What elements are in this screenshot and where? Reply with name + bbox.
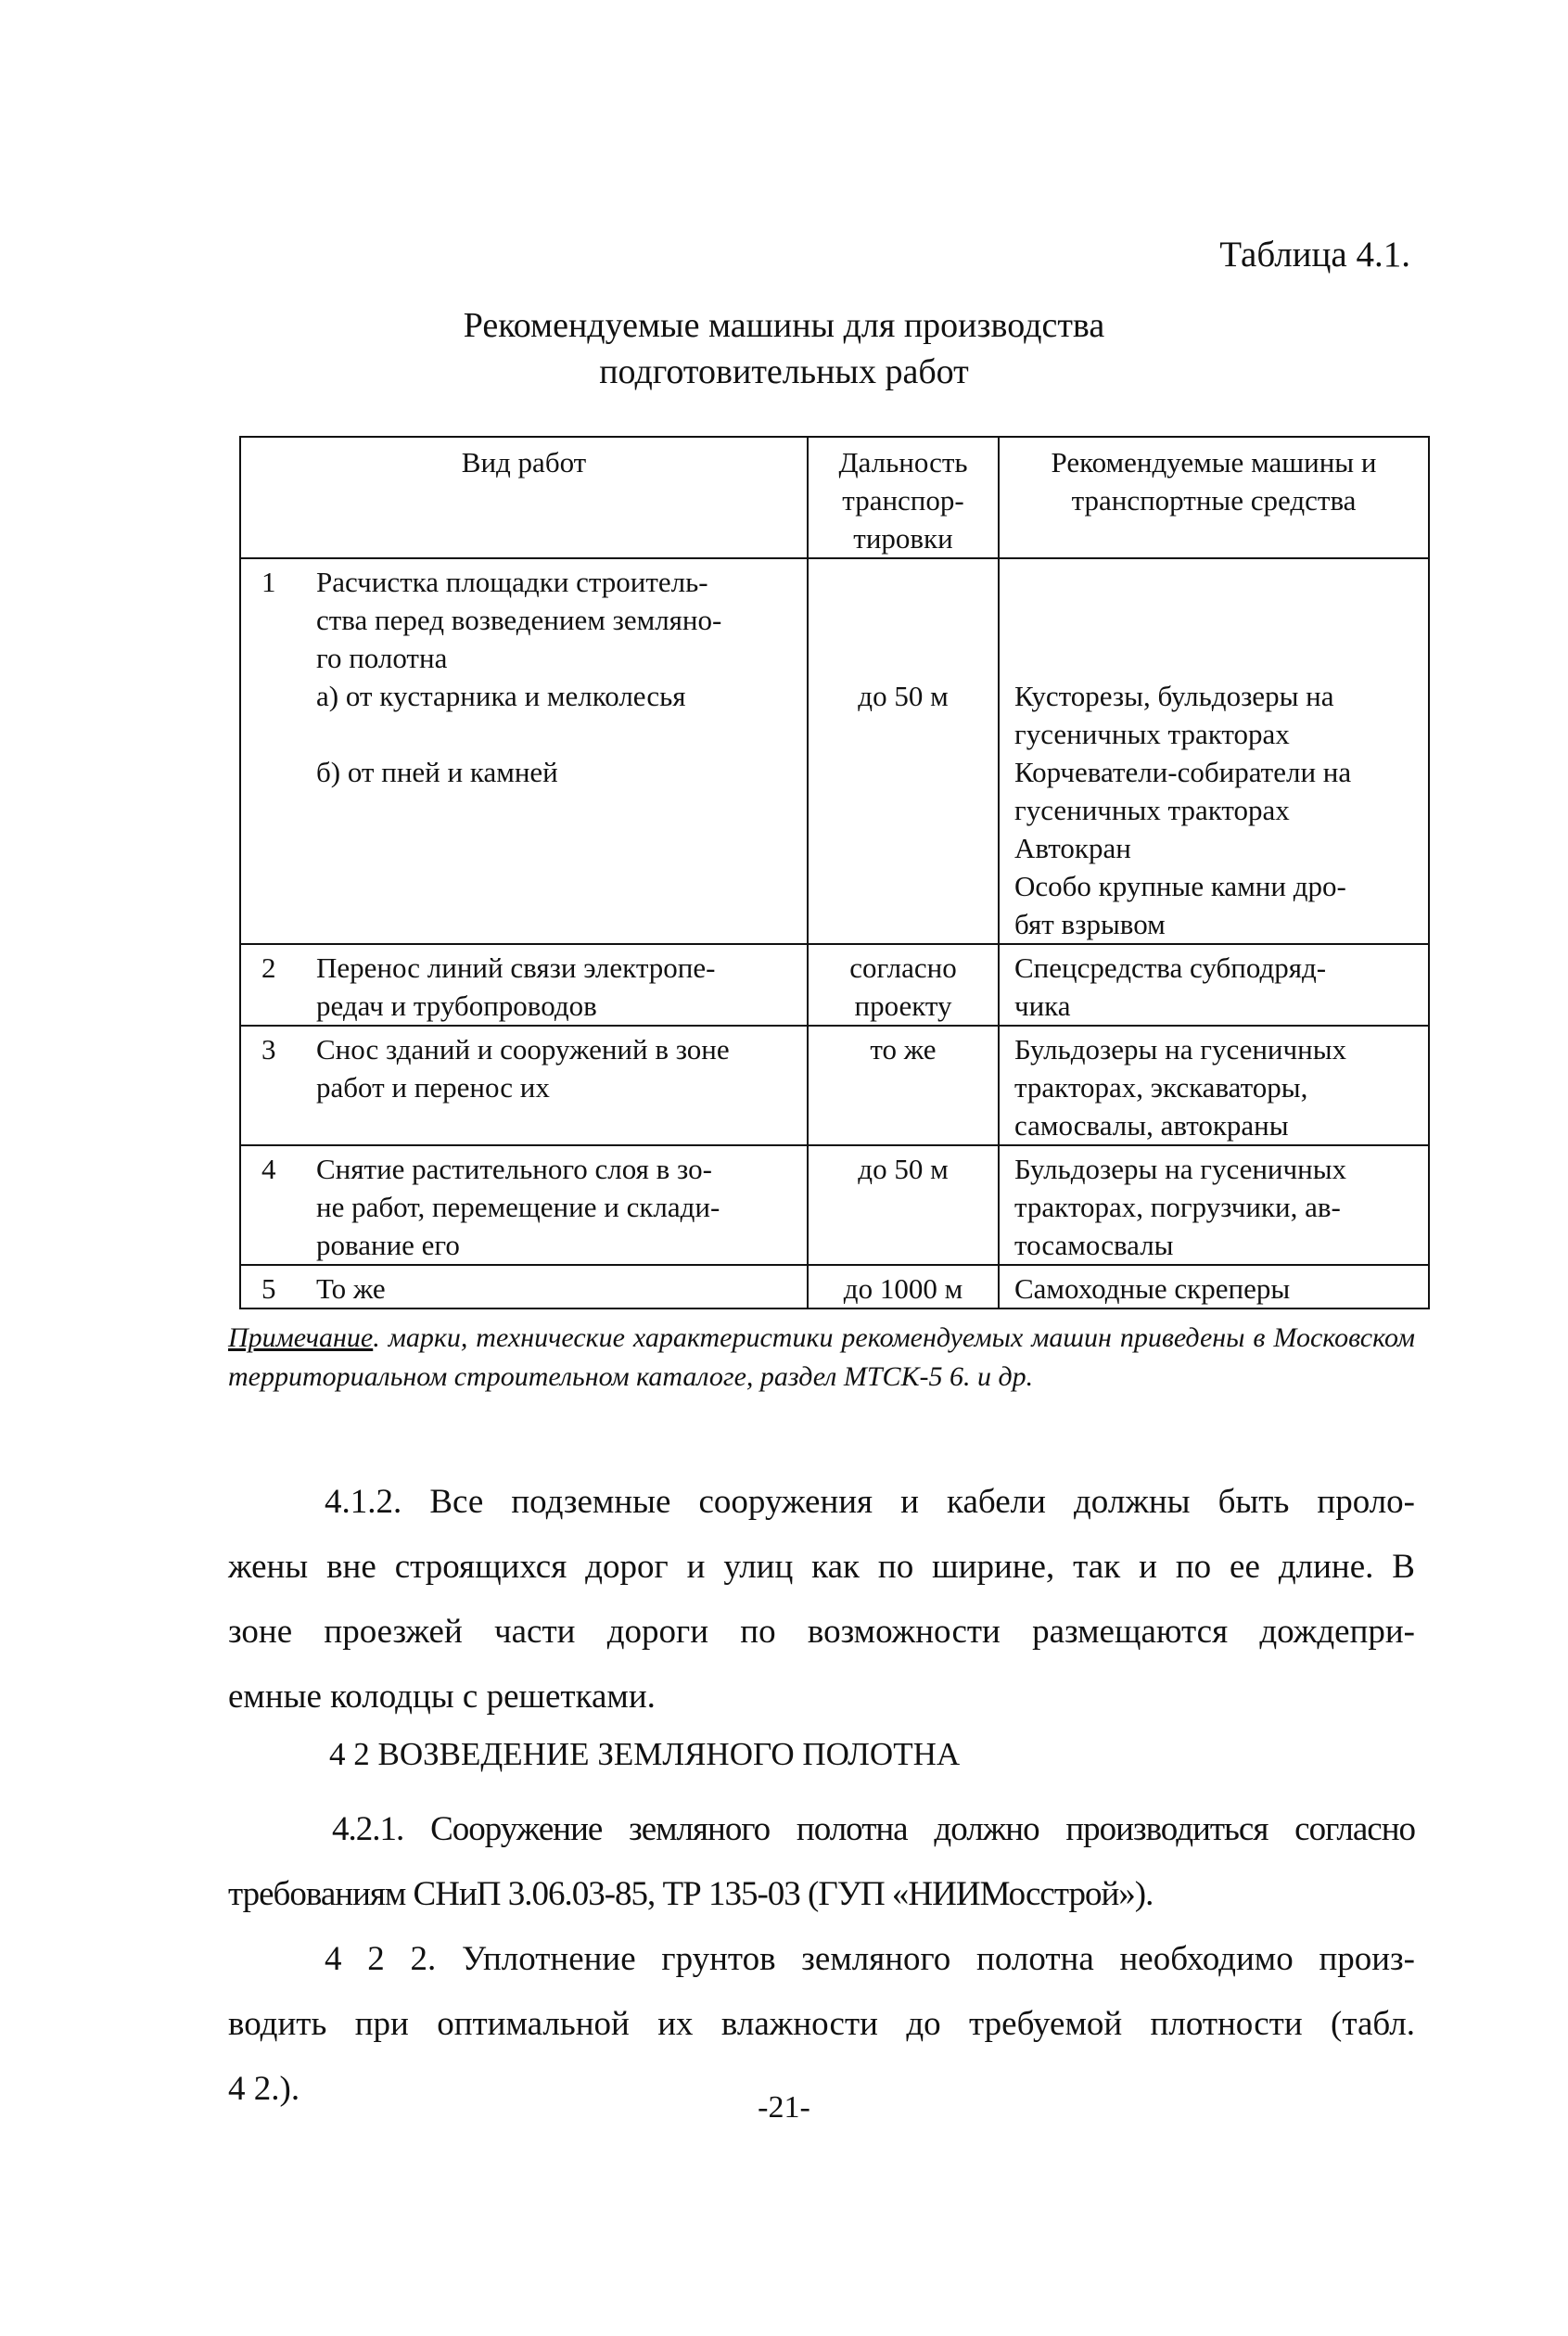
cell-spacer	[1014, 601, 1422, 639]
row-number: 1	[240, 558, 303, 944]
cell-line: Самоходные скреперы	[1014, 1272, 1291, 1305]
cell-line: Расчистка площадки строитель-	[316, 566, 708, 598]
cell-spacer	[316, 715, 801, 753]
table-header-row	[240, 437, 1429, 558]
row-machines	[999, 944, 1429, 1026]
row-machines	[999, 1145, 1429, 1265]
cell-line: Спецсредства субподряд-	[1014, 951, 1327, 984]
cell-line: до 1000 м	[843, 1272, 963, 1305]
row-distance	[808, 558, 999, 944]
cell-spacer	[1014, 639, 1422, 677]
paragraph-line: 4 2 2. Уплотнение грунтов земляного полотна необходимо произ-	[325, 1940, 1415, 1978]
note-label: Примечание	[228, 1322, 374, 1353]
header-machines-line: Рекомендуемые машины и	[1051, 446, 1377, 479]
row-machines	[999, 558, 1429, 944]
cell-line: Кусторезы, бульдозеры на	[1014, 680, 1334, 712]
paragraph-line: емные колодцы с решетками.	[228, 1678, 656, 1716]
header-distance	[808, 437, 999, 558]
paragraph-line: 4 2.).	[228, 2070, 300, 2108]
cell-line: Снос зданий и сооружений в зоне	[316, 1033, 730, 1066]
cell-line: чика	[1014, 989, 1071, 1022]
cell-line: то же	[870, 1033, 937, 1066]
table-label: Таблица 4.1.	[1219, 235, 1410, 274]
table-title-line: подготовительных работ	[599, 352, 969, 391]
header-work-type: Вид работ	[240, 437, 808, 558]
cell-line: Перенос линий связи электропе-	[316, 951, 716, 984]
paragraph-4-2-1	[228, 1797, 1415, 1927]
table-row	[240, 944, 1429, 1026]
cell-line: редач и трубопроводов	[316, 989, 597, 1022]
cell-spacer	[1014, 563, 1422, 601]
cell-line: Бульдозеры на гусеничных	[1014, 1153, 1347, 1185]
cell-spacer	[812, 563, 994, 601]
paragraph-line: 4.1.2. Все подземные сооружения и кабели должны быть проло-	[325, 1483, 1415, 1521]
table-title	[0, 302, 1568, 395]
table-note	[228, 1319, 1415, 1397]
cell-line: а) от кустарника и мелколесья	[316, 680, 686, 712]
cell-spacer	[812, 639, 994, 677]
cell-line: гусеничных тракторах	[1014, 718, 1290, 750]
cell-line: То же	[316, 1272, 386, 1305]
table-row	[240, 558, 1429, 944]
row-work	[303, 1026, 808, 1145]
page-number: -21-	[758, 2090, 810, 2125]
header-distance-line: Дальность	[838, 446, 968, 479]
cell-line: ства перед возведением земляно-	[316, 604, 722, 636]
cell-line: Автокран	[1014, 832, 1131, 864]
row-machines	[999, 1265, 1429, 1308]
cell-line: согласно	[849, 951, 957, 984]
machines-table	[239, 436, 1430, 1309]
cell-line: проекту	[854, 989, 952, 1022]
cell-line: Особо крупные камни дро-	[1014, 870, 1346, 902]
header-distance-line: транспор-	[842, 484, 964, 517]
cell-line: бят взрывом	[1014, 908, 1166, 940]
paragraph-line: водить при оптимальной их влажности до требуемой плотности (табл.	[228, 2005, 1415, 2043]
row-number: 2	[240, 944, 303, 1026]
table-title-line: Рекомендуемые машины для производства	[463, 306, 1105, 345]
table-row	[240, 1265, 1429, 1308]
row-work	[303, 558, 808, 944]
row-work	[303, 1265, 808, 1308]
row-work	[303, 944, 808, 1026]
row-machines	[999, 1026, 1429, 1145]
cell-line: до 50 м	[858, 680, 949, 712]
table-row	[240, 1145, 1429, 1265]
header-machines	[999, 437, 1429, 558]
cell-line: Бульдозеры на гусеничных	[1014, 1033, 1347, 1066]
cell-line: Корчеватели-собиратели на	[1014, 756, 1352, 788]
cell-line: рование его	[316, 1229, 460, 1261]
header-distance-line: тировки	[853, 522, 953, 555]
paragraph-line: требованиям СНиП 3.06.03-85, ТР 135-03 (ГУП «НИИМосстрой»).	[228, 1875, 1154, 1913]
paragraph-4-1-2	[228, 1470, 1415, 1730]
row-distance	[808, 1145, 999, 1265]
paragraph-line: жены вне строящихся дорог и улиц как по ширине, так и по ее длине. В	[228, 1548, 1415, 1586]
table-row	[240, 1026, 1429, 1145]
row-work	[303, 1145, 808, 1265]
cell-line: до 50 м	[858, 1153, 949, 1185]
cell-line: тосамосвалы	[1014, 1229, 1174, 1261]
row-distance	[808, 1026, 999, 1145]
header-machines-line: транспортные средства	[1071, 484, 1357, 517]
note-text: . марки, технические характеристики рекомендуемых машин приведены в Московском территориальном строительном каталоге, раздел МТСК-5 6. и др.	[228, 1322, 1415, 1392]
cell-line: гусеничных тракторах	[1014, 794, 1290, 826]
cell-line: тракторах, погрузчики, ав-	[1014, 1191, 1341, 1223]
cell-line: Снятие растительного слоя в зо-	[316, 1153, 712, 1185]
paragraph-line: 4.2.1. Сооружение земляного полотна должно производиться согласно	[332, 1810, 1415, 1848]
row-distance	[808, 1265, 999, 1308]
row-number: 4	[240, 1145, 303, 1265]
cell-line: б) от пней и камней	[316, 756, 558, 788]
cell-spacer	[812, 601, 994, 639]
row-number: 5	[240, 1265, 303, 1308]
row-distance	[808, 944, 999, 1026]
section-heading: 4 2 ВОЗВЕДЕНИЕ ЗЕМЛЯНОГО ПОЛОТНА	[329, 1736, 961, 1772]
cell-line: го полотна	[316, 642, 448, 674]
paragraph-line: зоне проезжей части дороги по возможности размещаются дождепри-	[228, 1613, 1415, 1651]
cell-line: не работ, перемещение и склади-	[316, 1191, 720, 1223]
cell-line: самосвалы, автокраны	[1014, 1109, 1289, 1142]
cell-line: работ и перенос их	[316, 1071, 550, 1104]
row-number: 3	[240, 1026, 303, 1145]
cell-line: тракторах, экскаваторы,	[1014, 1071, 1308, 1104]
